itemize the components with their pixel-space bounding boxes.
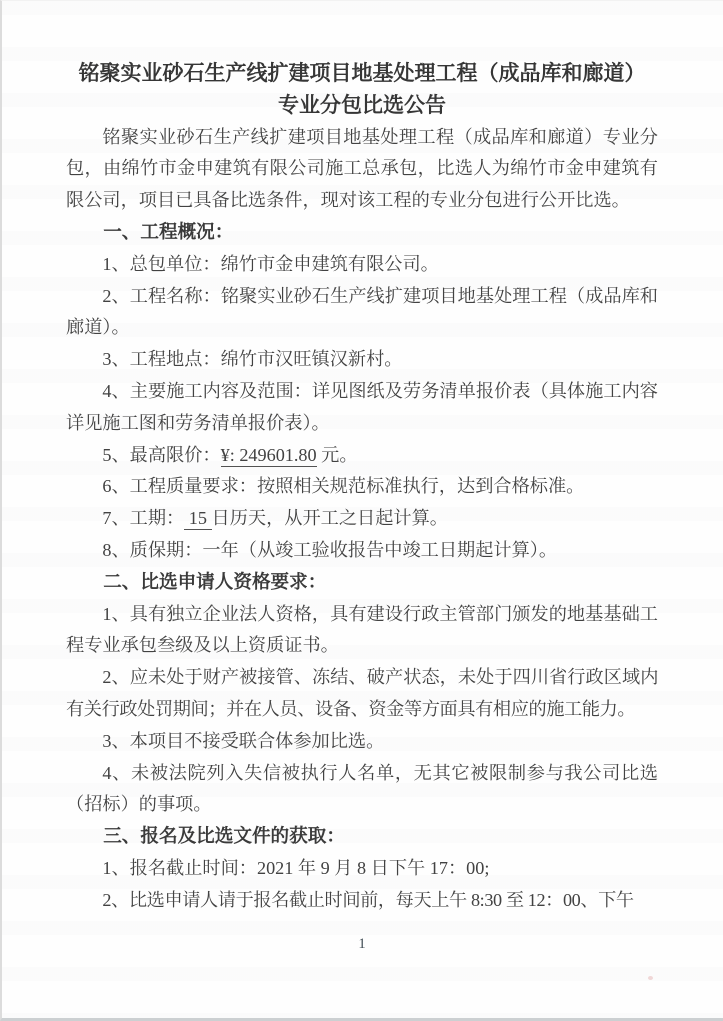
max-price-suffix: 元。 <box>316 444 358 465</box>
max-price-underlined-value: ¥: 249601.80 <box>220 444 317 465</box>
section-1-item-scope: 4、主要施工内容及范围：详见图纸及劳务清单报价表（具体施工内容详见施工图和劳务清单报价表）。 <box>66 380 658 433</box>
section-2-item-status: 2、应未处于财产被接管、冻结、破产状态，未处于四川省行政区域内有关行政处罚期间；并在人员、设备、资金等方面具有相应的施工能力。 <box>66 667 658 719</box>
section-3-item-deadline: 1、报名截止时间：2021 年 9 月 8 日下午 17：00; <box>102 857 490 878</box>
scan-artifact-dot <box>648 976 653 980</box>
title-line-2: 专业分包比选公告 <box>278 92 446 117</box>
duration-underlined-value: 15 <box>184 508 212 529</box>
section-3-heading: 三、报名及比选文件的获取： <box>103 826 345 848</box>
intro-paragraph: 铭聚实业砂石生产线扩建项目地基处理工程（成品库和廊道）专业分包，由绵竹市金申建筑有限公司施工总承包，比选人为绵竹市金申建筑有限公司，项目已具备比选条件，现对该工程的专业分包进行公开比选。 <box>66 126 658 211</box>
document-title <box>66 58 658 122</box>
section-1-item-contractor: 1、总包单位：绵竹市金申建筑有限公司。 <box>102 253 439 274</box>
section-1-item-project-name: 2、工程名称：铭聚实业砂石生产线扩建项目地基处理工程（成品库和廊道）。 <box>66 285 658 338</box>
section-1-item-duration <box>66 503 658 535</box>
section-1-item-location: 3、工程地点：绵竹市汉旺镇汉新村。 <box>102 349 403 370</box>
page-number: 1 <box>358 935 366 952</box>
title-line-1: 铭聚实业砂石生产线扩建项目地基处理工程（成品库和廊道） <box>78 61 646 85</box>
section-2-item-credit: 4、未被法院列入失信被执行人名单，无其它被限制参与我公司比选（招标）的事项。 <box>66 762 658 815</box>
duration-suffix: 日历天，从开工之日起计算。 <box>211 508 448 529</box>
section-1-item-quality: 6、工程质量要求：按照相关规范标准执行，达到合格标准。 <box>102 476 585 497</box>
section-3-item-registration-time: 2、比选申请人请于报名截止时间前，每天上午 8:30 至 12：00、下午 <box>102 889 634 910</box>
max-price-label: 5、最高限价： <box>102 444 221 465</box>
section-1-item-warranty: 8、质保期：一年（从竣工验收报告中竣工日期起计算）。 <box>102 539 558 560</box>
section-2-heading: 二、比选申请人资格要求： <box>103 571 327 593</box>
duration-label: 7、工期： <box>102 508 185 529</box>
section-2-item-qualification: 1、具有独立企业法人资格，具有建设行政主管部门颁发的地基基础工程专业承包叁级及以上资质证书。 <box>66 603 658 656</box>
section-2-item-no-consortium: 3、本项目不接受联合体参加比选。 <box>102 730 385 751</box>
section-1-heading: 一、工程概况： <box>103 221 234 243</box>
section-1-item-max-price <box>66 440 658 472</box>
